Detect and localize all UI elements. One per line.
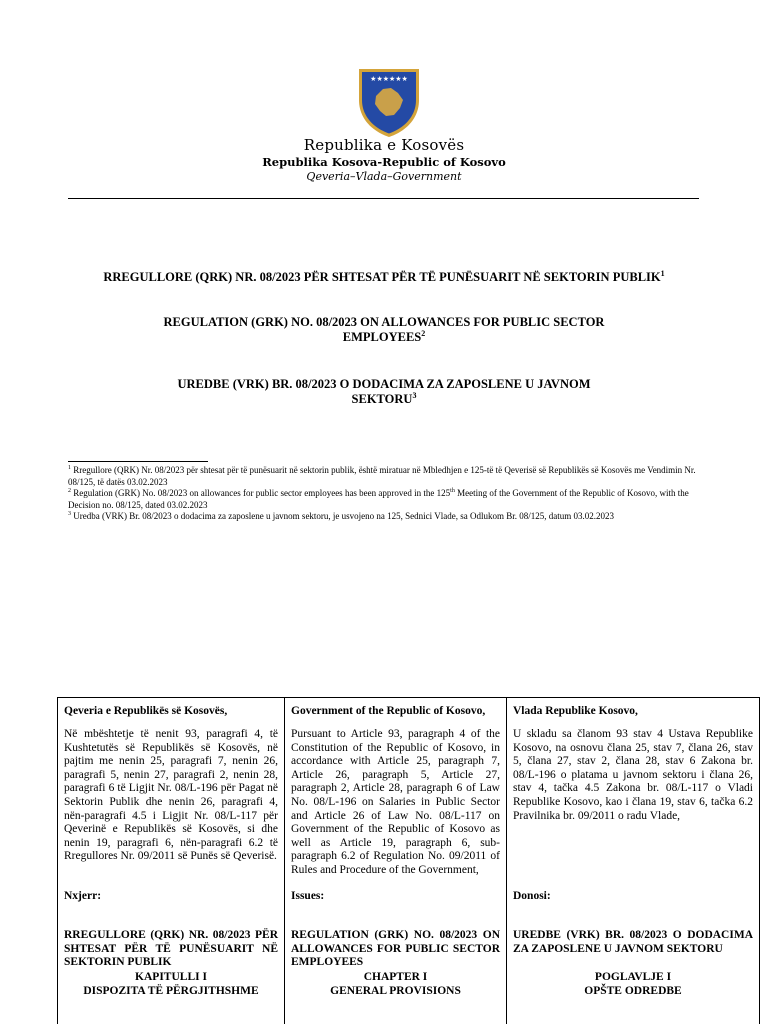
issues-label: Issues:: [291, 890, 325, 902]
government-line: Qeveria–Vlada–Government: [306, 170, 462, 183]
footnote-rule: [68, 461, 208, 462]
kosovo-coat-of-arms-icon: [356, 66, 422, 138]
footnotes: [68, 465, 698, 523]
regulation-title: RREGULLORE (QRK) NR. 08/2023 PËR SHTESAT PËR TË PUNËSUARIT NË SEKTORIN PUBLIK: [64, 929, 278, 969]
chapter-number: CHAPTER I: [363, 971, 428, 983]
column-serbian: [506, 698, 759, 1024]
title-albanian: RREGULLORE (QRK) NR. 08/2023 PËR SHTESAT PËR TË PUNËSUARIT NË SEKTORIN PUBLIK$^1$: [103, 268, 665, 284]
issues-label: Nxjerr:: [64, 890, 102, 902]
chapter-title: GENERAL PROVISIONS: [330, 984, 461, 997]
regulation-title: UREDBE (VRK) BR. 08/2023 O DODACIMA ZA ZAPOSLENE U JAVNOM SEKTORU: [513, 929, 753, 955]
chapter-number: POGLAVLJE I: [594, 971, 672, 983]
footnote-3: $^3$ Uredba (VRK) Br. 08/2023 o dodacima za zaposlene u javnom sektoru, je usvojeno na 125, Sednici Vlade, sa Odlukom Br. 08/125, datum 03.02.2023: [68, 511, 614, 521]
trilingual-table: [57, 697, 760, 1024]
title-serbian: UREDBE (VRK) BR. 08/2023 O DODACIMA ZA ZAPOSLENE U JAVNOM SEKTORU$^3$: [177, 377, 591, 406]
chapter-number: KAPITULLI I: [135, 971, 207, 983]
column-heading: Government of the Republic of Kosovo,: [291, 705, 486, 717]
republic-name: Republika e Kosovës: [303, 136, 465, 154]
chapter-title: DISPOZITA TË PËRGJITHSHME: [83, 984, 259, 997]
column-heading: Qeveria e Republikës së Kosovës,: [64, 705, 228, 717]
issues-label: Donosi:: [513, 890, 551, 902]
column-english: [284, 698, 506, 1024]
svg-text:★★★★★★: ★★★★★★: [370, 75, 408, 83]
column-heading: Vlada Republike Kosovo,: [513, 705, 638, 717]
footnote-2: $^2$ Regulation (GRK) No. 08/2023 on allowances for public sector employees has been approved in the 125th Meeting of the Government of the Republic of Kosovo, with the Decision no. 08/125, dated 03.02.2023: [68, 488, 689, 510]
preamble-text: Në mbështetje të nenit 93, paragrafi 4, të Kushtetutës së Republikës së Kosovës, në pajtim me nenin 25, paragrafi 7, nenin 26, paragrafi 5, nenin 27, paragrafi 2, nenin 28, paragrafi 6 të Ligjit Nr. 08/L-196 për Pagat në Sektorin Publik dhe nenin 26, paragrafi 4, nën-paragrafi 4.5 i Ligjit Nr. 08/L-117 për Qeverinë e Republikës së Kosovës, si dhe nenin 19, paragrafi 6, nën-paragrafi 6.2 të Rregullores Nr. 09/2011 së Punës së Qeverisë.: [64, 728, 278, 863]
footnote-1: $^1$ Rregullore (QRK) Nr. 08/2023 për shtesat për të punësuarit në sektorin publik, është miratuar në Mbledhjen e 125-të të Qeverisë së Republikës së Kosovës me Vendimin Nr. 08/125, të datës 03.02.2023: [68, 465, 696, 487]
regulation-title: REGULATION (GRK) NO. 08/2023 ON ALLOWANCES FOR PUBLIC SECTOR EMPLOYEES: [291, 929, 500, 969]
header-rule: [68, 198, 699, 199]
column-albanian: [58, 698, 284, 1024]
preamble-text: Pursuant to Article 93, paragraph 4 of the Constitution of the Republic of Kosovo, in accordance with Article 25, paragraph 7, Article 26, paragraph 5, Article 27, paragraph 2, Article 28, paragraph 6 of Law No. 08/L-196 on Salaries in Public Sector and Article 26 of Law No. 08/L-117 on Government of the Republic of Kosovo as well as Article 19, paragraph 6, sub-paragraph 6.2 of Regulation No. 09/2011 of Rules and Procedure of the Government,: [291, 728, 500, 876]
title-english: REGULATION (GRK) NO. 08/2023 ON ALLOWANCES FOR PUBLIC SECTOR EMPLOYEES$^2$: [163, 315, 605, 344]
preamble-text: U skladu sa članom 93 stav 4 Ustava Republike Kosovo, na osnovu člana 25, stav 7, člana 26, stav 5, člana 27, stav 2, člana 28, stav 6 Zakona br. 08/L-196 o platama u javnom sektoru i člana 26, stav 4, tačka 4.5 Zakona br. 08/L-117 o Vladi Republike Kosovo, kao i člana 19, stav 6, tačka 6.2 Pravilnika br. 09/2011 o radu Vlade,: [513, 728, 753, 822]
republic-subtitle: Republika Kosova-Republic of Kosovo: [262, 155, 506, 169]
chapter-title: OPŠTE ODREDBE: [584, 984, 682, 997]
